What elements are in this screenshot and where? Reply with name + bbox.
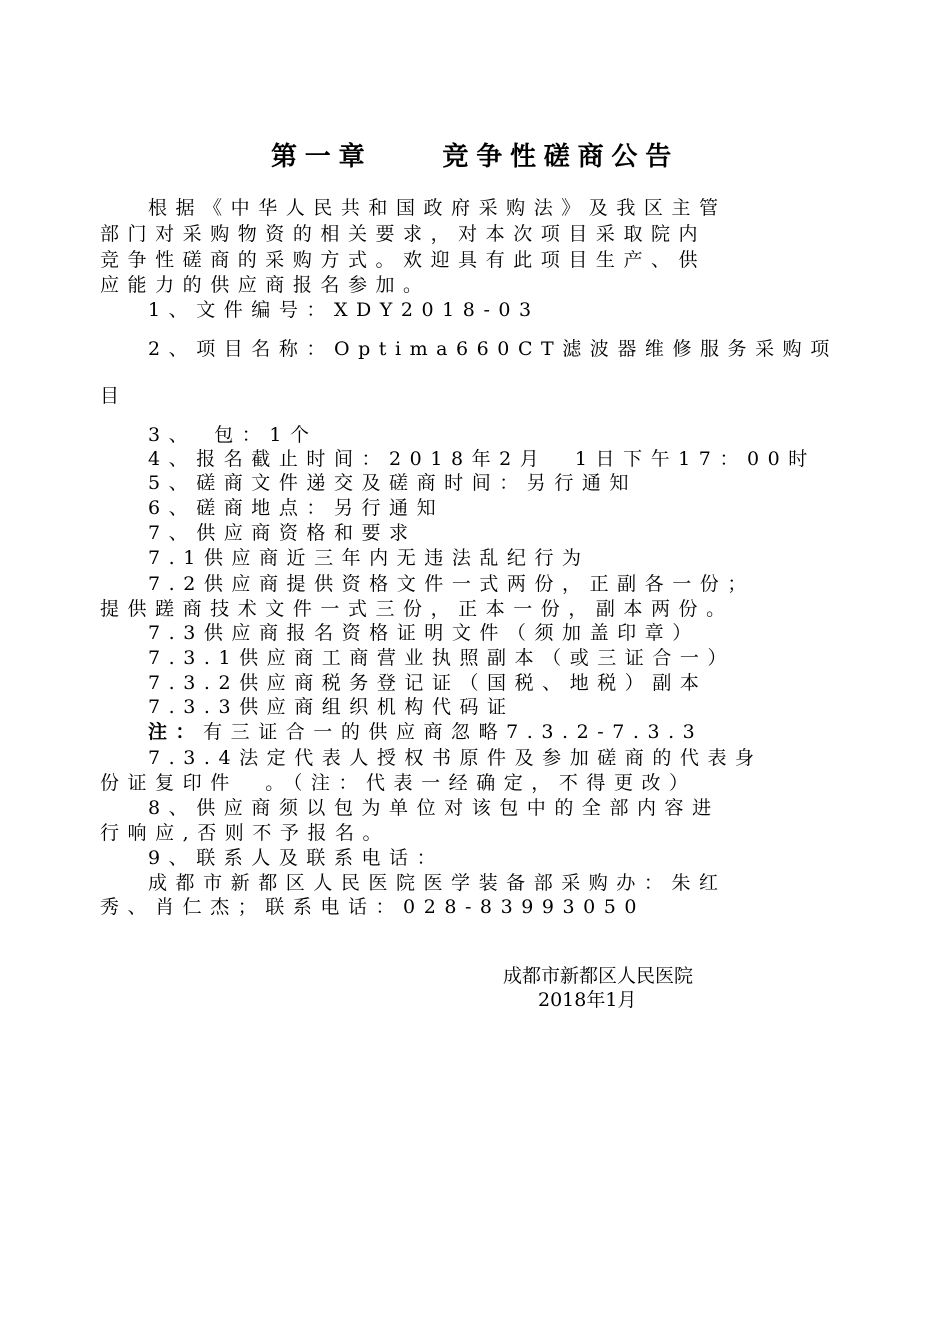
item-project-name-cont: 目 <box>100 385 120 407</box>
note-text: 有三证合一的供应商忽略7.3.2-7.3.3 <box>203 721 704 743</box>
item-file-number: 1、文件编号：XDY2018-03 <box>148 299 540 321</box>
item-7-3-1: 7.3.1供应商工商营业执照副本（或三证合一） <box>148 647 735 669</box>
item-deadline: 4、报名截止时间：2018年2月 1日下午17：00时 <box>148 448 816 470</box>
intro-line: 部门对采购物资的相关要求，对本次项目采取院内 <box>100 223 707 245</box>
signature-org: 成都市新都区人民医院 <box>503 965 694 987</box>
chapter-label: 第一章 <box>270 142 373 172</box>
item-7-3-2: 7.3.2供应商税务登记证（国税、地税）副本 <box>148 672 708 694</box>
item-7-2-cont: 提供蹉商技术文件一式三份，正本一份，副本两份。 <box>100 598 734 620</box>
item-qualification: 7、供应商资格和要求 <box>148 522 417 544</box>
signature-date: 2018年1月 <box>538 989 637 1011</box>
note-line <box>148 720 908 744</box>
item-7-3-3: 7.3.3供应商组织机构代码证 <box>148 696 515 718</box>
item-7-3-4: 7.3.4法定代表人授权书原件及参加磋商的代表身 <box>148 747 763 769</box>
item-7-1: 7.1供应商近三年内无违法乱纪行为 <box>148 547 590 569</box>
item-submission: 5、磋商文件递交及磋商时间：另行通知 <box>148 472 637 494</box>
intro-line: 根据《中华人民共和国政府采购法》及我区主管 <box>148 197 727 219</box>
intro-line: 应能力的供应商报名参加。 <box>100 274 431 296</box>
item-8: 8、供应商须以包为单位对该包中的全部内容进 <box>148 797 720 819</box>
item-location: 6、磋商地点：另行通知 <box>148 497 445 519</box>
item-7-3: 7.3供应商报名资格证明文件（须加盖印章） <box>148 622 700 644</box>
item-project-name: 2、项目名称：Optima660CT滤波器维修服务采购项 <box>148 338 838 360</box>
contact-office: 成都市新都区人民医院医学装备部采购办：朱红 <box>148 872 727 894</box>
note-label: 注： <box>148 721 204 743</box>
item-7-3-4-cont: 份证复印件 。（注：代表一经确定，不得更改） <box>100 772 697 794</box>
contact-phone: 秀、肖仁杰；联系电话：028-83993050 <box>100 896 646 918</box>
item-9: 9、联系人及联系电话： <box>148 847 445 869</box>
intro-line: 竞争性磋商的采购方式。欢迎具有此项目生产、供 <box>100 249 707 271</box>
item-7-2: 7.2供应商提供资格文件一式两份，正副各一份； <box>148 573 755 595</box>
title-heading: 竞争性磋商公告 <box>442 142 679 172</box>
item-package: 3、 包：1个 <box>148 424 318 446</box>
item-8-cont: 行响应,否则不予报名。 <box>100 822 391 844</box>
page-title <box>0 136 950 173</box>
